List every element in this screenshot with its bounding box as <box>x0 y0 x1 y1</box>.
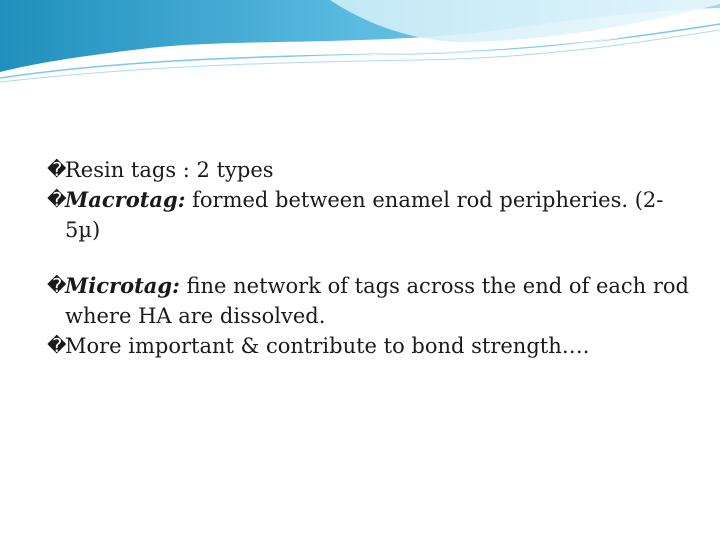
bullet-text: formed between enamel rod peripheries. (2-5µ) <box>65 188 664 242</box>
bullet-glyph-icon: � <box>47 335 67 357</box>
bullet-item <box>47 331 697 361</box>
wave-header-decoration <box>0 0 720 90</box>
bullet-text: fine network of tags across the end of each rod where HA are dissolved. <box>65 274 689 328</box>
bullet-text: More important & contribute to bond strength…. <box>65 334 590 358</box>
bullet-term: Microtag: <box>65 273 180 298</box>
spacer <box>47 245 697 271</box>
bullet-item <box>47 271 697 331</box>
bullet-glyph-icon: � <box>47 159 67 181</box>
bullet-glyph-icon: � <box>47 275 67 297</box>
bullet-item <box>47 155 697 185</box>
bullet-term: Macrotag: <box>65 187 186 212</box>
bullet-item <box>47 185 697 245</box>
bullet-list <box>47 155 697 361</box>
bullet-glyph-icon: � <box>47 189 67 211</box>
bullet-text: Resin tags : 2 types <box>65 158 274 182</box>
